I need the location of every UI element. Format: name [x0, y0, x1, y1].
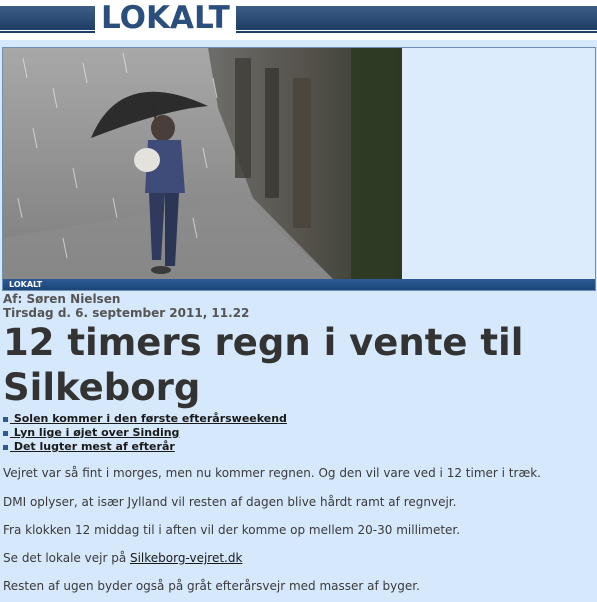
related-item: [3, 440, 287, 454]
section-header-stripe: [0, 6, 597, 30]
related-item: [3, 426, 287, 440]
article-paragraph: DMI oplyser, at især Jylland vil resten af dagen blive hårdt ramt af regnvejr.: [3, 495, 457, 509]
related-link[interactable]: Det lugter mest af efterår: [10, 440, 175, 453]
hero-photo[interactable]: [3, 48, 402, 279]
weather-site-link[interactable]: Silkeborg-vejret.dk: [129, 551, 243, 565]
hero-area: [2, 47, 596, 291]
article-paragraph: Resten af ugen byder også på gråt efterårsvejr med masser af byger.: [3, 579, 420, 593]
section-title[interactable]: LOKALT: [95, 0, 236, 36]
related-item: [3, 412, 287, 426]
section-header-rule: [0, 31, 597, 33]
related-link[interactable]: Lyn lige i øjet over Sinding: [10, 426, 180, 439]
hero-caption: LOKALT: [9, 280, 43, 289]
paragraph-text: Se det lokale vejr på: [3, 551, 130, 565]
rain-umbrella-photo: [3, 48, 402, 279]
section-header: [0, 0, 597, 40]
related-links: [3, 412, 287, 454]
article-paragraph: [3, 550, 593, 566]
square-bullet-icon: [3, 417, 8, 422]
article-byline: Af: Søren Nielsen: [3, 292, 121, 306]
square-bullet-icon: [3, 431, 8, 436]
article-dateline: Tirsdag d. 6. september 2011, 11.22: [3, 306, 250, 320]
hero-caption-bar: [3, 279, 595, 290]
article-paragraph: Vejret var så fint i morges, men nu kommer regnen. Og den vil vare ved i 12 timer i træk.: [3, 466, 541, 480]
square-bullet-icon: [3, 445, 8, 450]
article-paragraph: Fra klokken 12 middag til i aften vil der komme op mellem 20-30 millimeter.: [3, 523, 461, 537]
related-link[interactable]: Solen kommer i den første efterårsweekend: [10, 412, 287, 425]
article-headline: 12 timers regn i vente til Silkeborg: [3, 321, 524, 409]
